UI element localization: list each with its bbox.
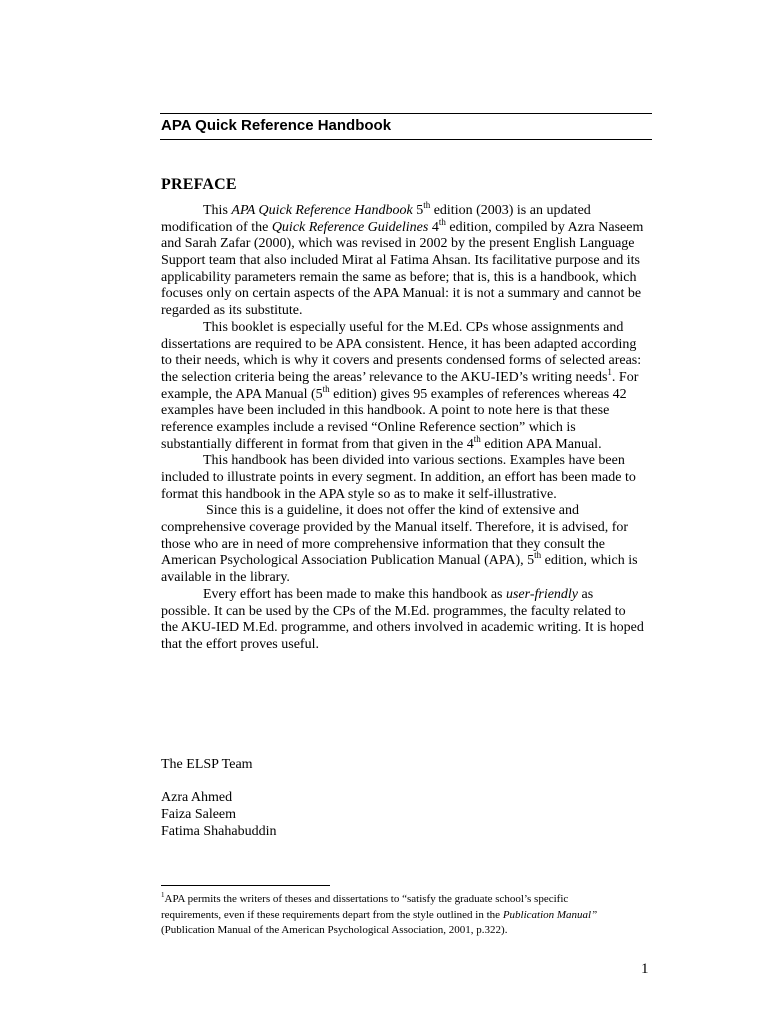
preface-heading: PREFACE	[161, 176, 237, 193]
page-number: 1	[641, 961, 649, 977]
footnote-line: (Publication Manual of the American Psychological Association, 2001, p.322).	[161, 924, 508, 936]
paragraph-line: those who are in need of more comprehensive information that they consult the	[161, 536, 605, 552]
footnote-reference: 1	[607, 366, 612, 377]
signature-name: Fatima Shahabuddin	[161, 824, 277, 839]
paragraph-line: substantially different in format from that given in the 4th edition APA Manual.	[161, 433, 602, 452]
paragraph-line: format this handbook in the APA style so as to make it self-illustrative.	[161, 486, 557, 502]
footnote-marker: 1	[161, 891, 165, 899]
paragraph-line: Support team that also included Mirat al Fatima Ahsan. Its facilitative purpose and its	[161, 253, 641, 269]
paragraph-line: Every effort has been made to make this handbook as user-friendly as	[203, 586, 594, 602]
signature-team: The ELSP Team	[161, 757, 253, 772]
paragraph-line: and Sarah Zafar (2000), which was revised in 2002 by the present English Language	[161, 236, 635, 252]
paragraph-line: Since this is a guideline, it does not offer the kind of extensive and	[206, 503, 579, 519]
header-top-rule	[160, 113, 652, 114]
footnote	[161, 892, 651, 939]
paragraph-line: available in the library.	[161, 570, 290, 586]
paragraph-line: dissertations are required to be APA consistent. Hence, it has been adapted according	[161, 336, 637, 352]
signature-names	[161, 789, 277, 840]
paragraph-line: This handbook has been divided into various sections. Examples have been	[203, 453, 625, 469]
paragraph-line: the selection criteria being the areas’ relevance to the AKU-IED’s writing needs$^1$. For	[161, 366, 639, 385]
paragraph-line: to their needs, which is why it covers and presents condensed forms of selected areas:	[161, 353, 642, 369]
paragraph-line: the AKU-IED M.Ed. programme, and others involved in academic writing. It is hoped	[161, 620, 644, 636]
paragraph-line: applicability parameters remain the same as before; that is, this is a handbook, which	[161, 269, 637, 285]
footnote-line: requirements, even if these requirements depart from the style outlined in the Publication Manual”	[161, 908, 598, 921]
header-bottom-rule	[160, 139, 652, 140]
running-header-title: APA Quick Reference Handbook	[161, 117, 392, 134]
paragraph-line: possible. It can be used by the CPs of the M.Ed. programmes, the faculty related to	[161, 603, 626, 619]
paragraph-line: included to illustrate points in every segment. In addition, an effort has been made to	[161, 470, 636, 485]
paragraph-line: reference examples include a revised “Online Reference section” which is	[161, 419, 576, 435]
footnote-line: $^1$APA permits the writers of theses and dissertations to “satisfy the graduate school’s specific	[161, 891, 569, 905]
paragraph-line: example, the APA Manual (5th edition) gives 95 examples of references whereas 42	[161, 383, 627, 402]
paragraph-line: This APA Quick Reference Handbook 5th edition (2003) is an updated	[203, 200, 591, 218]
preface-body	[161, 200, 651, 654]
paragraph-line: that the effort proves useful.	[161, 636, 319, 652]
paragraph-line: This booklet is especially useful for the M.Ed. CPs whose assignments and	[203, 319, 624, 335]
paragraph-line: American Psychological Association Publication Manual (APA), 5th edition, which is	[161, 550, 638, 569]
signature-name: Azra Ahmed	[161, 790, 233, 805]
paragraph-line: regarded as its substitute.	[161, 303, 303, 319]
footnote-separator	[161, 885, 330, 886]
paragraph-line: modification of the Quick Reference Guidelines 4th edition, compiled by Azra Naseem	[161, 216, 644, 235]
paragraph-line: examples have been included in this handbook. A point to note here is that these	[161, 403, 610, 419]
signature-name: Faiza Saleem	[161, 807, 237, 822]
paragraph-line: comprehensive coverage provided by the Manual itself. Therefore, it is advised, for	[161, 520, 629, 536]
paragraph-line: focuses only on certain aspects of the APA Manual: it is not a summary and cannot be	[161, 286, 642, 302]
